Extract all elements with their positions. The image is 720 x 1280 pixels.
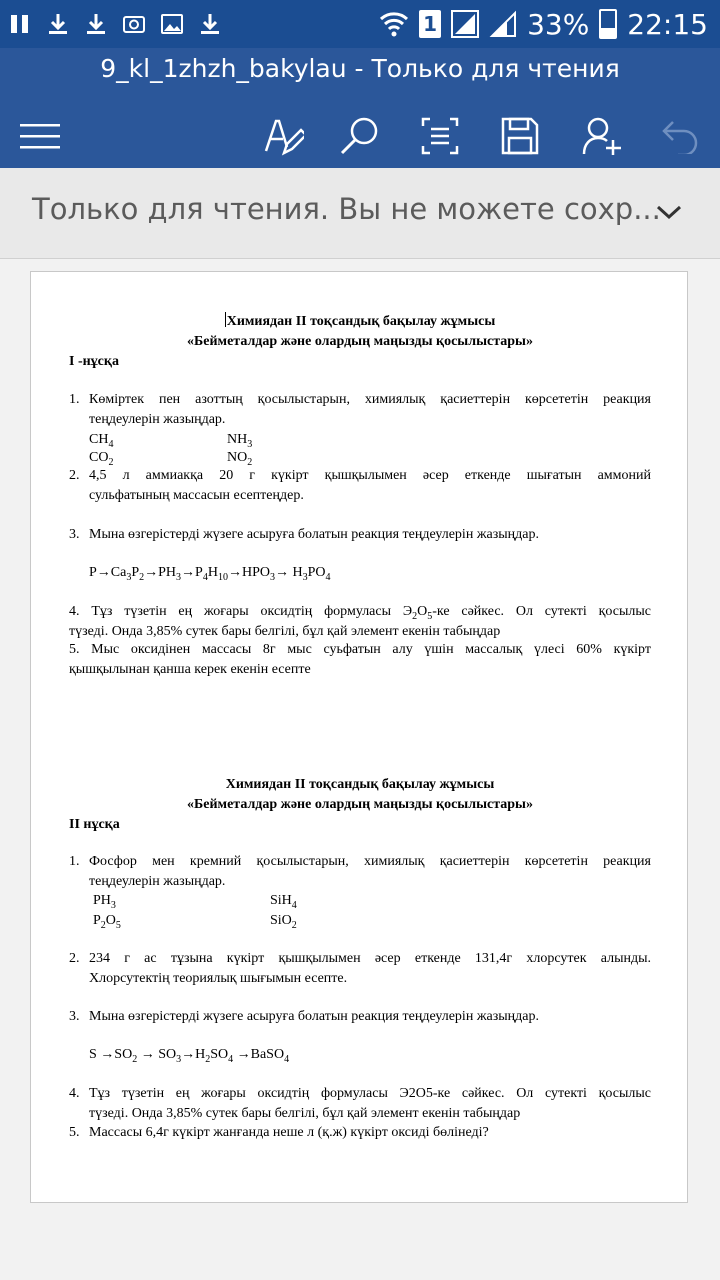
question-text: Хлорсутектің теориялық шығымын есепте. [89,971,348,986]
reading-view-icon [420,116,460,156]
question-number: 1. [69,392,80,407]
app-bar [0,48,720,168]
question-number: 2. [69,468,80,483]
formula: SiO$_2$ [270,913,297,931]
menu-icon [18,121,62,151]
heading-subtitle-1: «Бейметалдар және олардың маңызды қосылыстары» [187,334,533,349]
formula: $CO_2$ [89,450,114,468]
download-icon [198,12,222,36]
question-number: 4. [69,1086,80,1101]
question-text: түзеді. Онда 3,85% сутек бары белгілі, бұл қай элемент екенін табыңдар [89,1106,521,1121]
question-text: Мына өзгерістерді жүзеге асыруға болатын реакция теңдеулерін жазыңдар. [89,527,539,542]
save-icon [501,117,539,155]
variant-label-1: I -нұсқа [69,354,119,369]
question-text: қышқылынан қанша керек екенін есепте [69,662,311,677]
heading-title-2: Химиядан II тоқсандық бақылау жұмысы [225,777,495,792]
question-text: Мына өзгерістерді жүзеге асыруға болатын реакция теңдеулерін жазыңдар. [89,1009,539,1024]
question-text: 234 г ас тұзына күкірт қышқылымен әсер еткенде 131,4г хлорсутек алынды. [89,951,651,966]
system-icons [379,6,708,42]
download-icon [84,12,108,36]
sim-badge: 1 [419,10,441,38]
question-number: 1. [69,854,80,869]
question-text: 5. Мыс оксидінен массасы 8г мыс суьфатын алу үшін массалық үлесі 60% күкірт [69,642,651,657]
question-text: Фосфор мен кремний қосылыстарын, химиялық қасиеттерін көрсететін реакция [89,854,651,869]
edit-pen-icon [264,115,304,157]
question-text: теңдеулерін жазыңдар. [89,412,226,427]
read-only-banner[interactable] [0,168,720,259]
question-text: түзеді. Онда 3,85% сутек бары белгілі, бұл қай элемент екенін табыңдар [69,624,501,639]
search-button[interactable] [330,106,390,166]
share-person-icon [582,116,622,156]
share-button[interactable] [572,106,632,166]
formula: SiH$_4$ [270,893,297,911]
save-button[interactable] [490,106,550,166]
question-text: 4. Тұз түзетін ең жоғары оксидтің формуласы $Э_2О_5-ке$ сәйкес. Ол сутекті қосылыс [69,604,651,622]
undo-button[interactable] [650,106,710,166]
question-number: 2. [69,951,80,966]
reaction-chain: $S \to SO_2 \to SO_3\to H_2SO_4$ →BaSO$_4$ [89,1047,290,1065]
formula: $PH_3$ [93,893,116,911]
read-only-message: Только для чтения. Вы не можете сохр... [32,192,661,226]
formula: $NO_2$ [227,450,253,468]
question-text: Тұз түзетін ең жоғары оксидтің формуласы Э2О5-ке сәйкес. Ол сутекті қосылыс [89,1086,651,1101]
menu-button[interactable] [10,106,70,166]
question-text: 4,5 л аммиакқа 20 г күкірт қышқылымен әсер еткенде шығатын аммоний [89,468,651,483]
formula: $P_2O_5$ [93,913,121,931]
heading-subtitle-2: «Бейметалдар және олардың маңызды қосылыстары» [187,797,533,812]
battery-percent: 33% [527,7,590,41]
status-bar [0,0,720,48]
question-text: Массасы 6,4г күкірт жанғанда неше л (қ.ж) күкірт оксиді бөлінеді? [89,1125,489,1140]
heading-title-1: Химиядан II тоқсандық бақылау жұмысы [226,314,496,329]
question-number: 3. [69,1009,80,1024]
question-text: теңдеулерін жазыңдар. [89,874,226,889]
formula: $NH_3$ [227,432,253,450]
image-icon [160,12,184,36]
document-page[interactable] [30,271,688,1203]
question-text: сульфатының массасын есептеңдер. [89,488,304,503]
notification-icons [8,8,222,40]
download-icon [46,12,70,36]
undo-icon [661,118,699,154]
reading-view-button[interactable] [410,106,470,166]
text-cursor [225,312,226,327]
question-number: 3. [69,527,80,542]
battery-icon [599,9,617,39]
question-number: 5. [69,1125,80,1140]
variant-label-2: II нұсқа [69,817,120,832]
search-icon [339,115,381,157]
pause-icon [8,12,32,36]
formula: $CH_4$ [89,432,114,450]
document-title: 9_kl_1zhzh_bakylau - Только для чтения [100,54,620,83]
clock: 22:15 [627,7,708,41]
question-text: Көміртек пен азоттың қосылыстарын, химиялық қасиеттерін көрсететін реакция [89,392,651,407]
email-icon [122,12,146,36]
chevron-down-icon[interactable] [656,202,682,222]
reaction-chain: $P\to Ca_3P_2\to PH_3\to P_4H_{10}\to HPO_3\to H_3PO_4$ [89,565,331,583]
wifi-icon [379,10,409,38]
toolbar [0,106,720,166]
signal-icon [451,10,479,38]
signal-icon [489,10,517,38]
edit-button[interactable] [254,106,314,166]
